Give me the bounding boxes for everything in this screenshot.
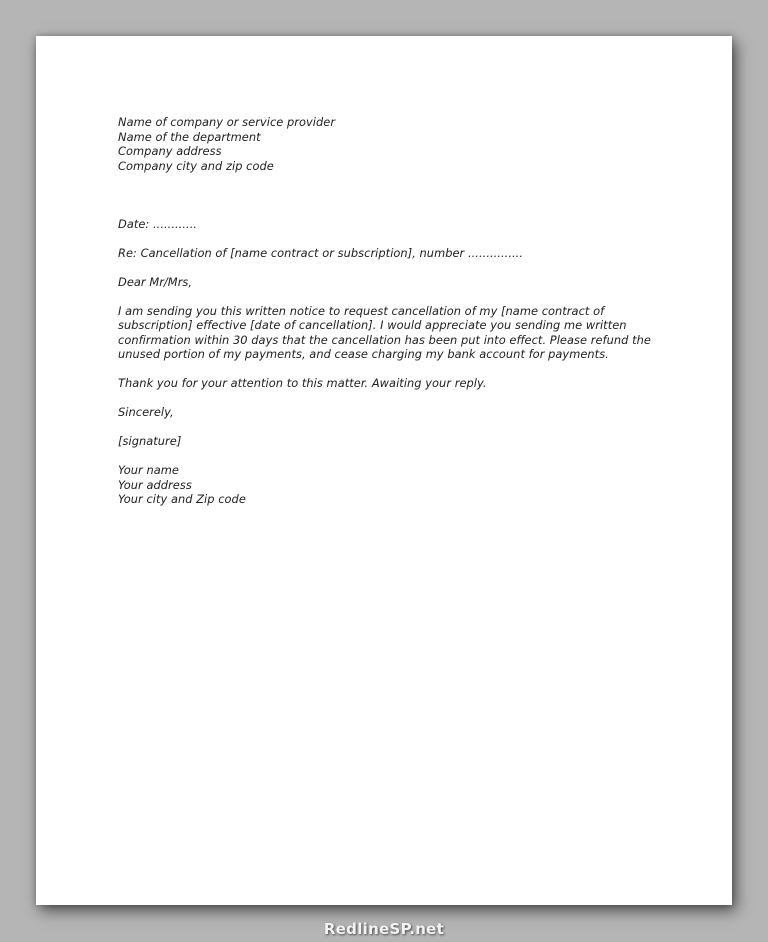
recipient-address: Company address <box>118 144 222 158</box>
sign-off: Sincerely, <box>118 405 174 419</box>
recipient-company: Name of company or service provider <box>118 115 336 129</box>
recipient-department: Name of the department <box>118 129 261 144</box>
recipient-city-zip: Company city and zip code <box>118 158 274 173</box>
closing-note: Thank you for your attention to this matter. Awaiting your reply. <box>118 376 487 390</box>
body-line: subscription] effective [date of cancellation]. I would appreciate you sending me written <box>118 318 627 332</box>
sender-city-zip: Your city and Zip code <box>118 492 246 506</box>
salutation: Dear Mr/Mrs, <box>118 274 193 289</box>
body-line: confirmation within 30 days that the cancellation has been put into effect. Please refund the <box>118 332 651 347</box>
sender-address: Your address <box>118 477 192 492</box>
body-line: unused portion of my payments, and cease charging my bank account for payments. <box>118 347 609 361</box>
signature-placeholder: [signature] <box>118 434 182 448</box>
body-paragraph <box>118 304 658 362</box>
sender-block <box>118 463 658 507</box>
recipient-block <box>118 115 658 173</box>
date-line: Date: ............ <box>118 216 198 231</box>
letter-body <box>118 115 658 507</box>
subject-line: Re: Cancellation of [name contract or subscription], number ............... <box>118 245 524 260</box>
body-line: I am sending you this written notice to request cancellation of my [name contract of <box>118 303 605 318</box>
letter-page <box>36 36 732 905</box>
sender-name: Your name <box>118 463 179 477</box>
watermark: RedlineSP.net <box>323 920 445 938</box>
